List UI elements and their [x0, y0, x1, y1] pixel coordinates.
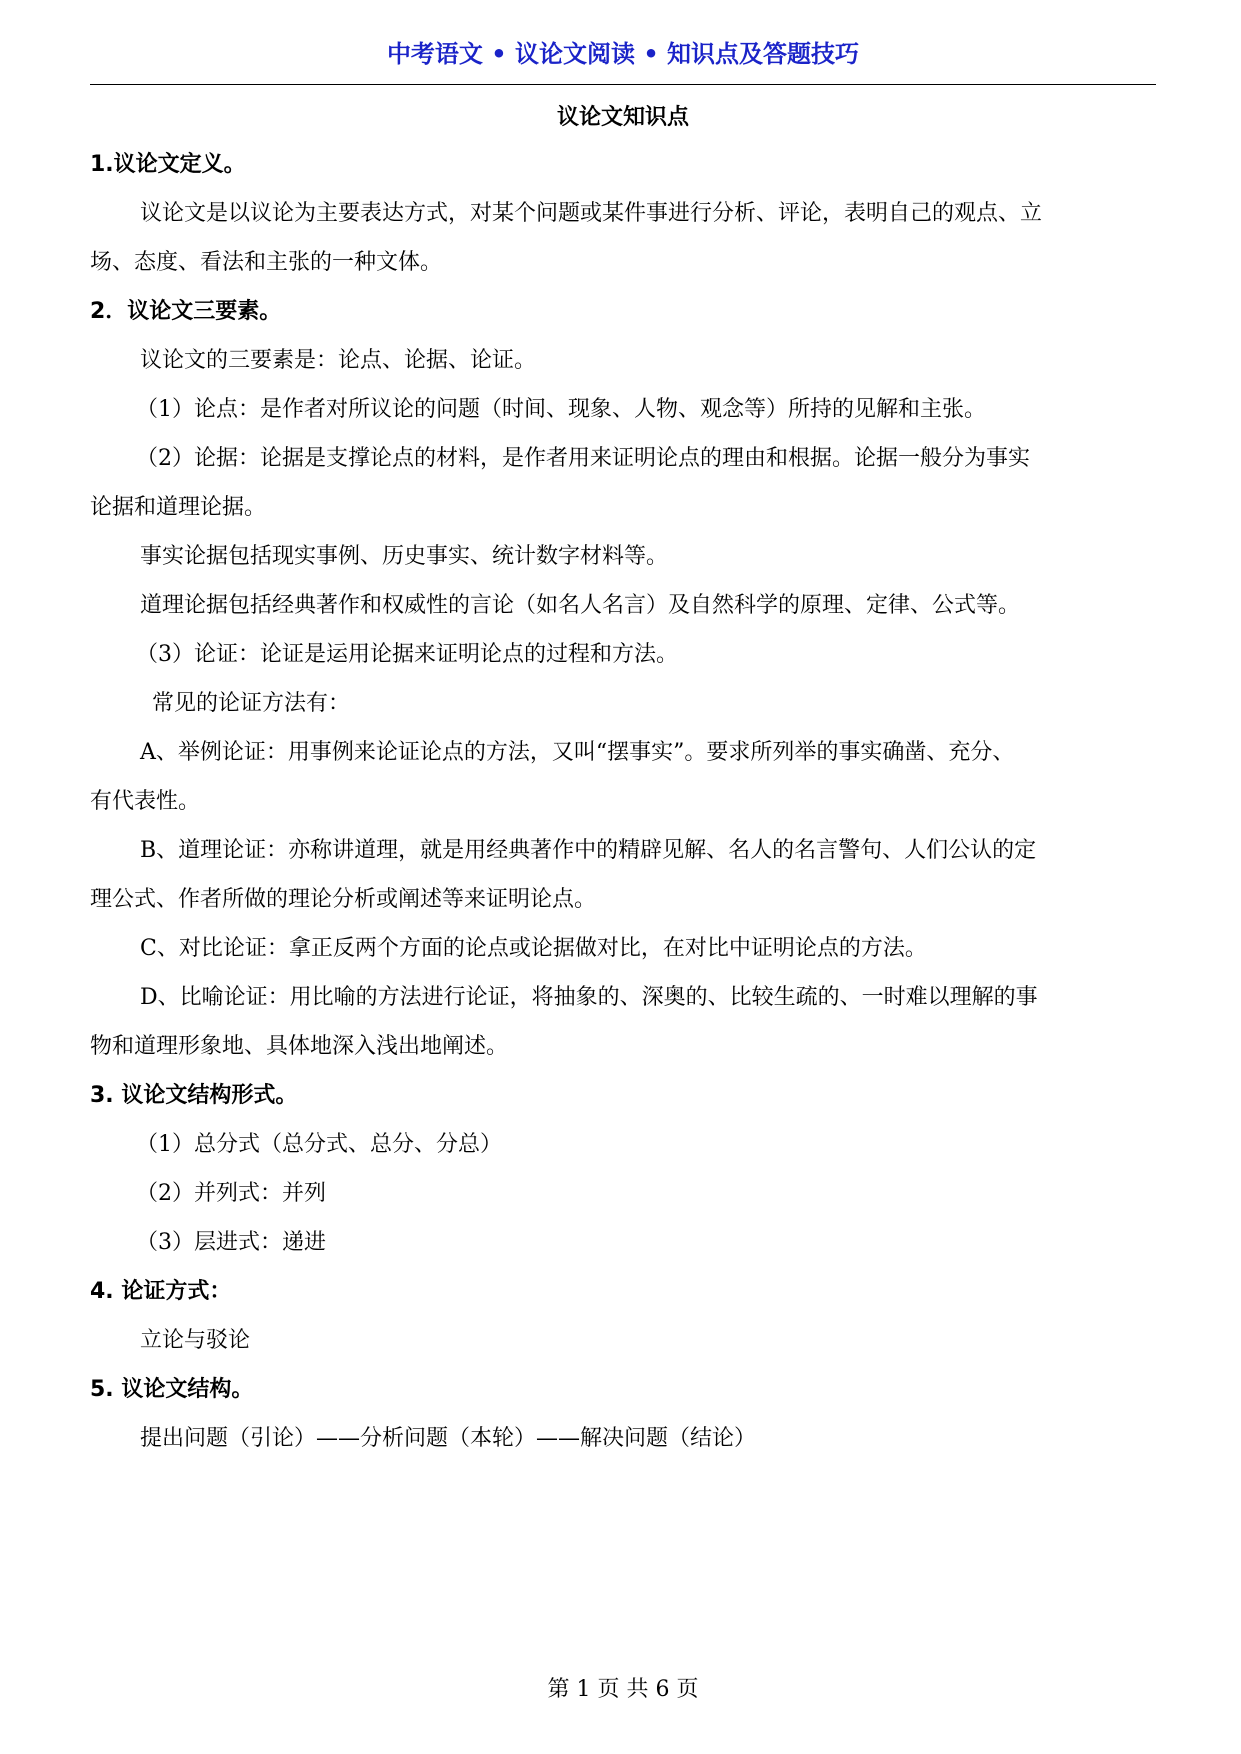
section-heading: 4. 论证方式：	[90, 1279, 232, 1304]
body-text-line: （1）总分式（总分式、总分、分总）	[136, 1132, 502, 1157]
section-heading: 1.议论文定义。	[90, 152, 246, 177]
body-text-line: B、道理论证：亦称讲道理，就是用经典著作中的精辟见解、名人的名言警句、人们公认的定	[140, 838, 1037, 863]
body-text-line: 立论与驳论	[140, 1328, 251, 1353]
body-text-line: A、举例论证：用事例来论证论点的方法，又叫“摆事实”。要求所列举的事实确凿、充分、	[140, 740, 1015, 765]
document-title: 议论文知识点	[556, 105, 689, 130]
section-heading: 5. 议论文结构。	[90, 1377, 254, 1402]
body-text-line: D、比喻论证：用比喻的方法进行论证，将抽象的、深奥的、比较生疏的、一时难以理解的事	[140, 985, 1038, 1010]
body-text-line: （3）层进式：递进	[136, 1230, 326, 1255]
body-text-line: 理公式、作者所做的理论分析或阐述等来证明论点。	[90, 887, 597, 912]
body-text-line: （1）论点：是作者对所议论的问题（时间、现象、人物、观念等）所持的见解和主张。	[136, 397, 986, 422]
section-heading: 3. 议论文结构形式。	[90, 1083, 298, 1108]
header-divider	[90, 84, 1156, 85]
document-body	[90, 140, 1156, 1463]
body-text-line: C、对比论证：拿正反两个方面的论点或论据做对比，在对比中证明论点的方法。	[140, 936, 927, 961]
page-number-footer: 第 1 页 共 6 页	[547, 1677, 699, 1702]
section-heading: 2．议论文三要素。	[90, 299, 282, 324]
body-text-line: 事实论据包括现实事例、历史事实、统计数字材料等。	[140, 544, 669, 569]
body-text-line: 物和道理形象地、具体地深入浅出地阐述。	[90, 1034, 509, 1059]
body-text-line: （2）论据：论据是支撑论点的材料，是作者用来证明论点的理由和根据。论据一般分为事实	[136, 446, 1031, 471]
body-text-line: （2）并列式：并列	[136, 1181, 326, 1206]
body-text-line: 议论文的三要素是：论点、论据、论证。	[140, 348, 537, 373]
body-text-line: 有代表性。	[90, 789, 201, 814]
body-text-line: （3）论证：论证是运用论据来证明论点的过程和方法。	[136, 642, 678, 667]
body-text-line: 提出问题（引论）——分析问题（本轮）——解决问题（结论）	[140, 1426, 757, 1451]
body-text-line: 论据和道理论据。	[90, 495, 267, 520]
body-text-line: 议论文是以议论为主要表达方式，对某个问题或某件事进行分析、评论，表明自己的观点、立	[140, 201, 1043, 226]
body-text-line: 常见的论证方法有：	[152, 691, 351, 716]
body-text-line: 道理论据包括经典著作和权威性的言论（如名人名言）及自然科学的原理、定律、公式等。	[140, 593, 1021, 618]
body-text-line: 场、态度、看法和主张的一种文体。	[90, 250, 443, 275]
running-header-title: 中考语文 • 议论文阅读 • 知识点及答题技巧	[386, 40, 860, 68]
